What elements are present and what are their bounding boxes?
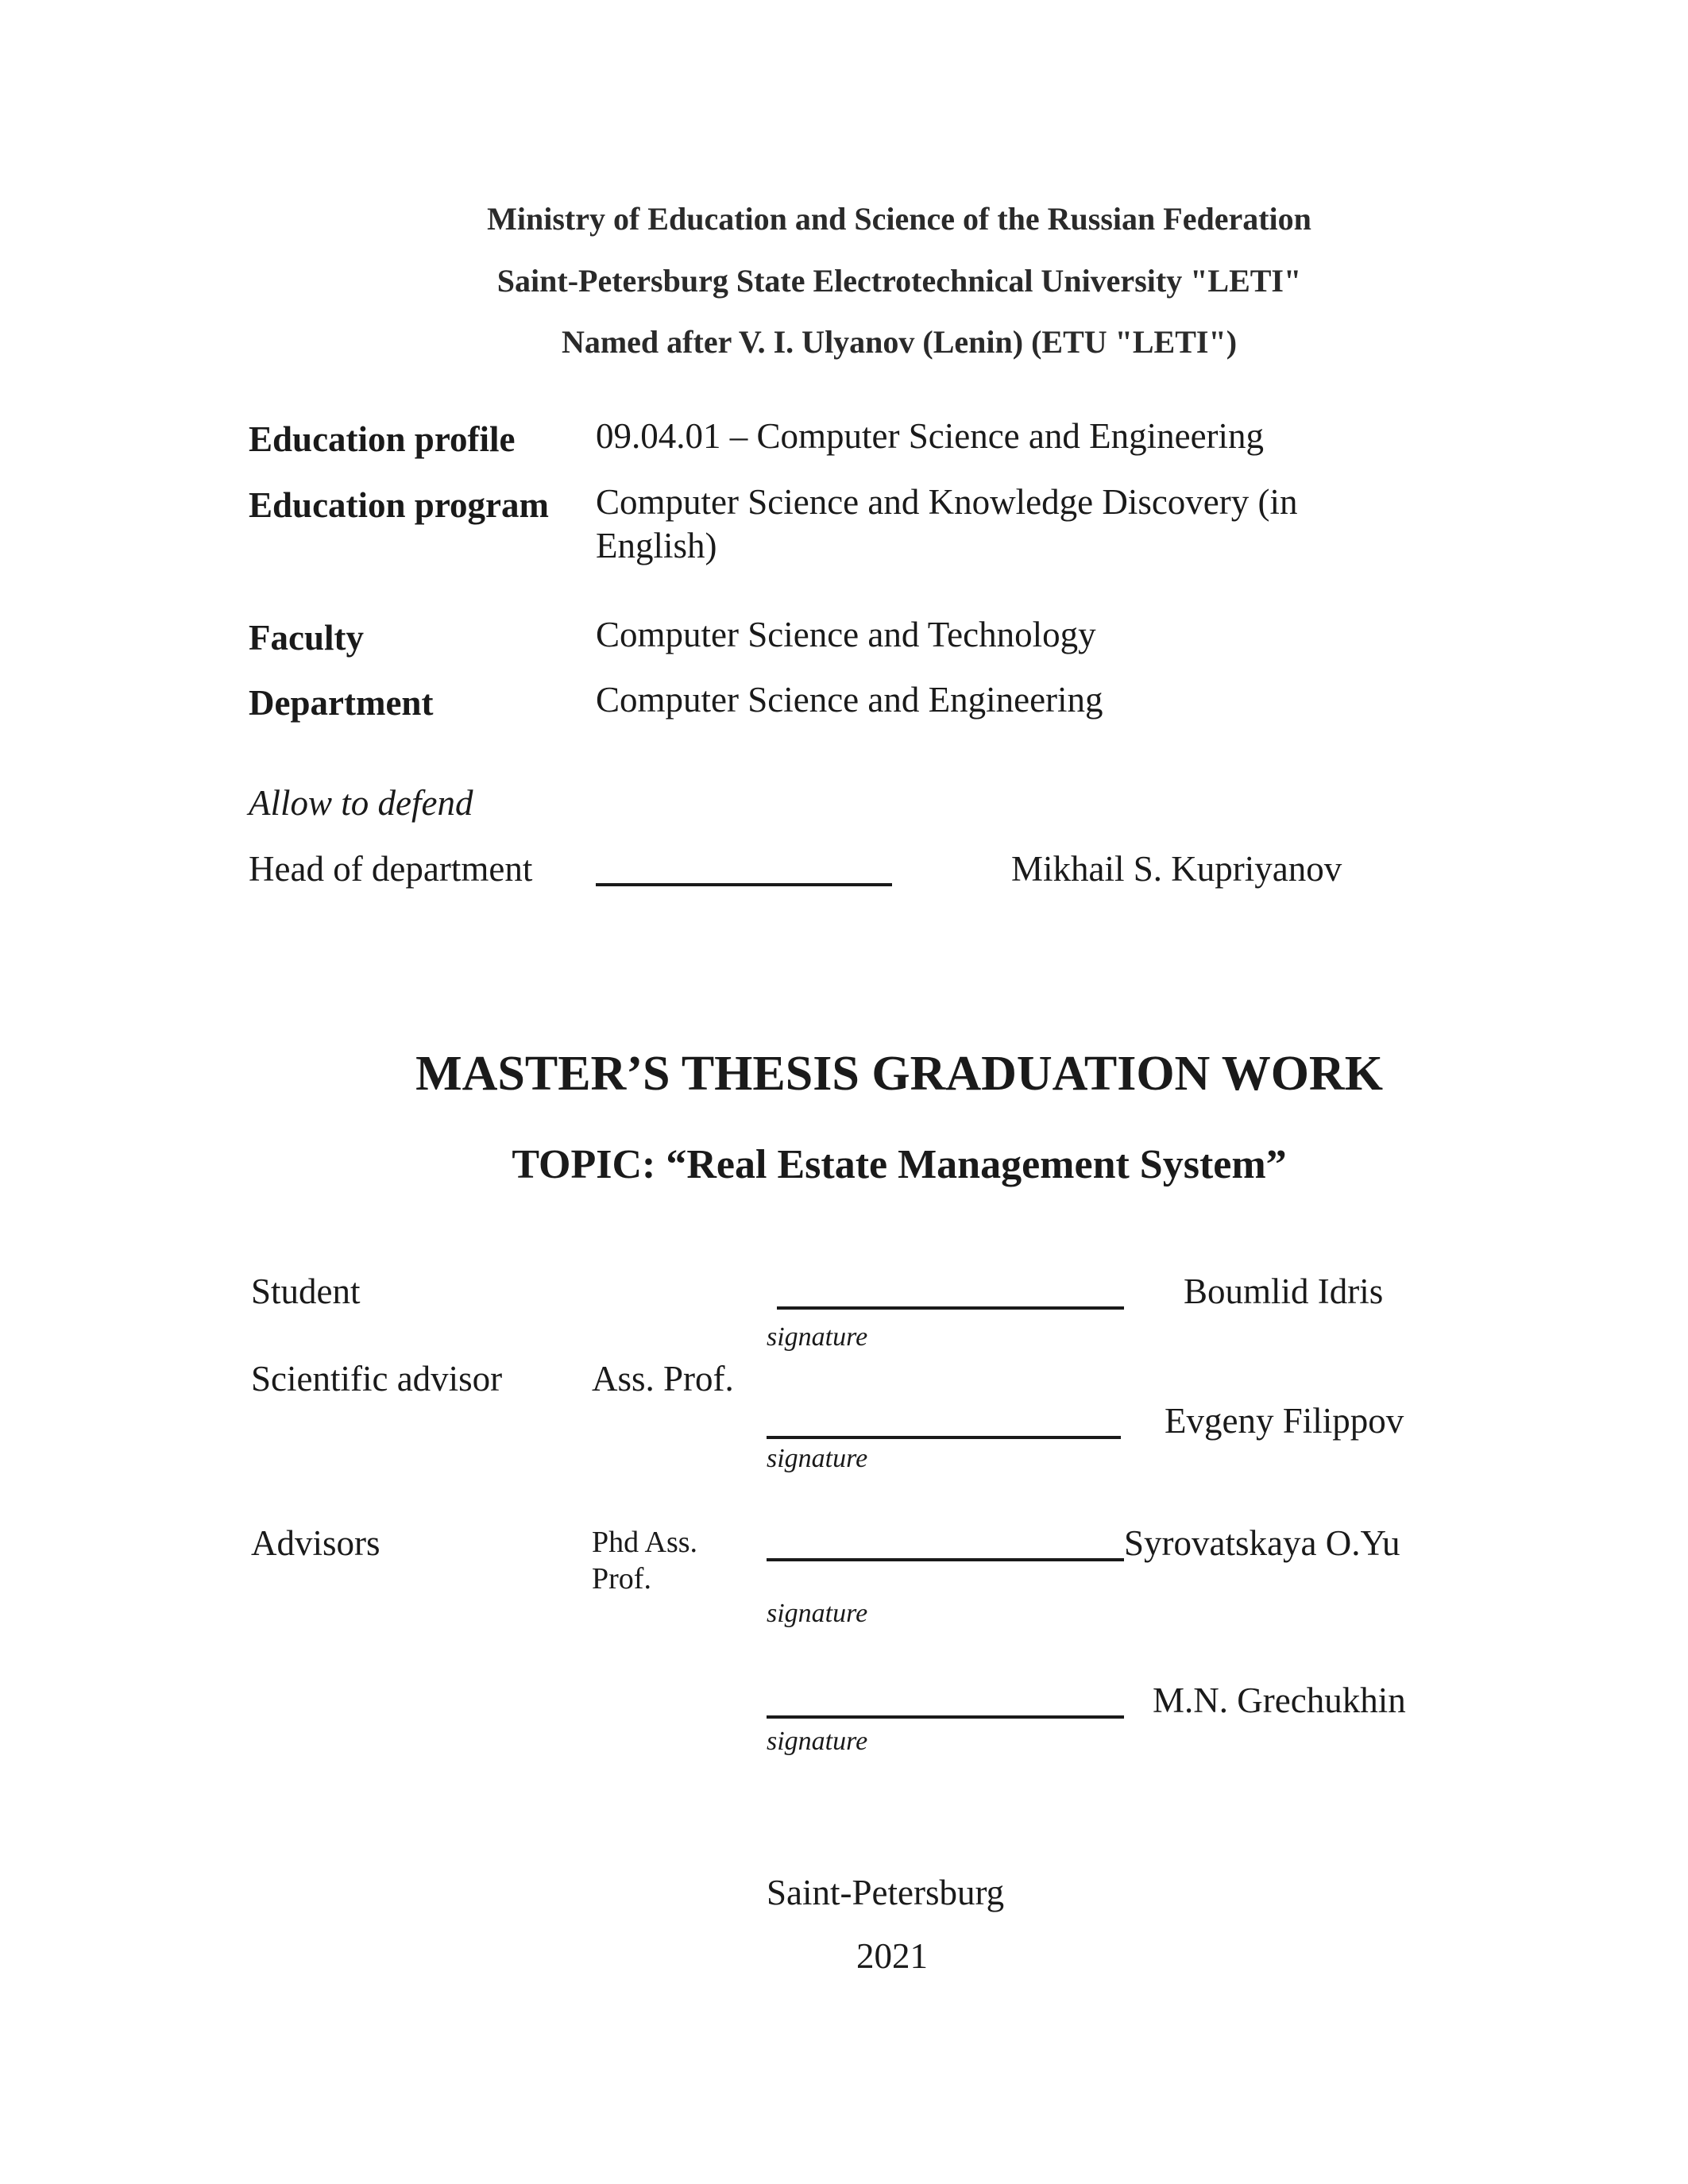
allow-to-defend: Allow to defend (249, 783, 473, 823)
advisor-signature-caption: signature (767, 1444, 868, 1473)
student-signature-caption: signature (767, 1322, 868, 1352)
faculty-value: Computer Science and Technology (596, 615, 1096, 654)
student-label: Student (251, 1271, 361, 1311)
education-profile-value: 09.04.01 – Computer Science and Engineering (596, 416, 1265, 456)
education-program-value: Computer Science and Knowledge Discovery (in English) (596, 482, 1298, 565)
scientific-advisor-title: Ass. Prof. (592, 1359, 734, 1399)
advisors-title: Phd Ass. Prof. (592, 1526, 698, 1596)
student-name: Boumlid Idris (1184, 1271, 1384, 1311)
scientific-advisor-name: Evgeny Filippov (1165, 1401, 1404, 1441)
thesis-title: MASTER’S THESIS GRADUATION WORK (415, 1047, 1383, 1101)
department-value: Computer Science and Engineering (596, 680, 1103, 720)
head-of-department-name: Mikhail S. Kupriyanov (1011, 849, 1342, 889)
student-signature-line (777, 1306, 1124, 1310)
ministry-heading: Ministry of Education and Science of the Russian Federation (487, 201, 1311, 237)
education-profile-label: Education profile (249, 419, 516, 459)
department-label: Department (249, 683, 434, 723)
head-signature-line (596, 883, 892, 886)
advisor3-signature-line (767, 1715, 1124, 1719)
advisor3-signature-caption: signature (767, 1727, 868, 1756)
scientific-advisor-label: Scientific advisor (251, 1359, 503, 1399)
named-after-heading: Named after V. I. Ulyanov (Lenin) (ETU "LETI") (561, 324, 1238, 360)
advisor-signature-line (767, 1436, 1121, 1439)
university-heading: Saint-Petersburg State Electrotechnical University "LETI" (496, 263, 1302, 299)
advisor3-name: M.N. Grechukhin (1153, 1680, 1406, 1720)
advisor2-name: Syrovatskaya O.Yu (1124, 1523, 1400, 1563)
faculty-label: Faculty (249, 618, 364, 658)
head-of-department-label: Head of department (249, 849, 533, 889)
advisors-label: Advisors (251, 1523, 380, 1563)
advisor2-signature-caption: signature (767, 1599, 868, 1628)
thesis-topic: TOPIC: “Real Estate Management System” (512, 1142, 1287, 1187)
city: Saint-Petersburg (767, 1873, 1005, 1912)
education-program-label: Education program (249, 485, 549, 525)
advisor2-signature-line (767, 1558, 1124, 1561)
year: 2021 (856, 1936, 928, 1976)
